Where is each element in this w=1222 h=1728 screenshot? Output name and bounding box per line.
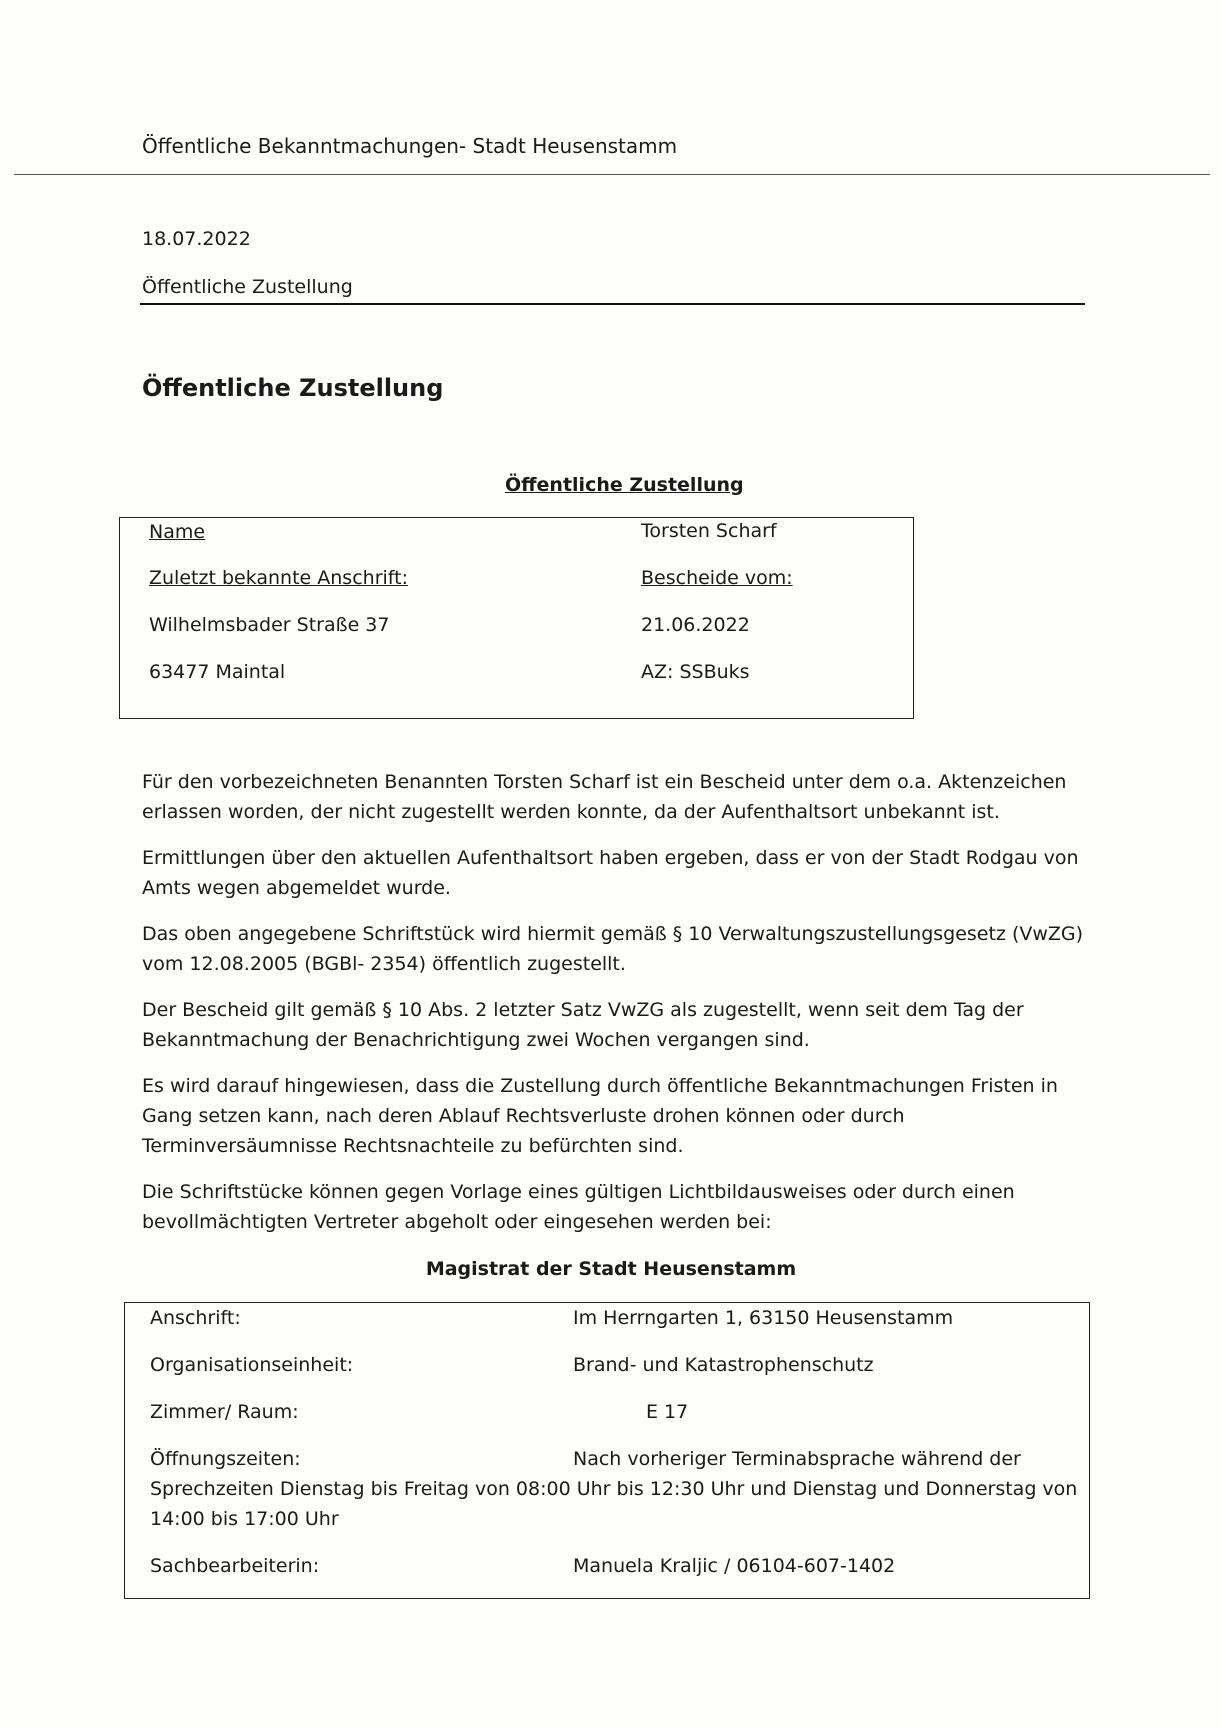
address-label: Zuletzt bekannte Anschrift: xyxy=(149,567,408,589)
address-city: 63477 Maintal xyxy=(149,661,286,683)
document-header-title: Öffentliche Bekanntmachungen- Stadt Heusenstamm xyxy=(142,134,678,158)
office-room-value: E 17 xyxy=(646,1401,689,1423)
office-address-value: Im Herrngarten 1, 63150 Heusenstamm xyxy=(573,1307,954,1329)
recipient-box-title: Öffentliche Zustellung xyxy=(505,474,744,496)
address-street: Wilhelmsbader Straße 37 xyxy=(149,614,390,636)
office-hours-line-1: Nach vorheriger Terminabsprache während der xyxy=(573,1448,1021,1470)
paragraph-2: Ermittlungen über den aktuellen Aufenthaltsort haben ergeben, dass er von der Stadt Rodgau von Amts wegen abgemeldet wurde. xyxy=(142,847,1079,899)
office-hours-line-2: Sprechzeiten Dienstag bis Freitag von 08:00 Uhr bis 12:30 Uhr und Dienstag und Donnerstag von xyxy=(150,1478,1078,1500)
decision-date: 21.06.2022 xyxy=(641,614,750,636)
paragraph-1: Für den vorbezeichneten Benannten Torsten Scharf ist ein Bescheid unter dem o.a. Aktenzeichen erlassen worden, der nicht zugestellt werden konnte, da der Aufenthaltsort unbekannt ist. xyxy=(142,771,1067,823)
page-title: Öffentliche Zustellung xyxy=(142,374,444,402)
paragraph-6: Die Schriftstücke können gegen Vorlage eines gültigen Lichtbildausweises oder durch einen bevollmächtigten Vertreter abgeholt oder eingesehen werden bei: xyxy=(142,1181,1015,1233)
office-hours-label: Öffnungszeiten: xyxy=(150,1448,301,1470)
notice-subtitle: Öffentliche Zustellung xyxy=(142,276,353,298)
office-address-label: Anschrift: xyxy=(150,1307,241,1329)
paragraph-4: Der Bescheid gilt gemäß § 10 Abs. 2 letzter Satz VwZG als zugestellt, wenn seit dem Tag der Bekanntmachung der Benachrichtigung zwei Wochen vergangen sind. xyxy=(142,999,1024,1051)
office-room-label: Zimmer/ Raum: xyxy=(150,1401,299,1423)
name-label: Name xyxy=(149,521,206,543)
name-value: Torsten Scharf xyxy=(641,520,777,542)
paragraph-3: Das oben angegebene Schriftstück wird hiermit gemäß § 10 Verwaltungszustellungsgesetz (VwZG) vom 12.08.2005 (BGBl- 2354) öffentlich zugestellt. xyxy=(142,923,1084,975)
subtitle-divider xyxy=(140,303,1085,305)
office-unit-label: Organisationseinheit: xyxy=(150,1354,354,1376)
office-hours-line-3: 14:00 bis 17:00 Uhr xyxy=(150,1508,339,1530)
paragraph-5: Es wird darauf hingewiesen, dass die Zustellung durch öffentliche Bekanntmachungen Fristen in Gang setzen kann, nach deren Ablauf Rechtsverluste drohen können oder durch Terminversäumnisse Rechtsnachteile zu befürchten sind. xyxy=(142,1075,1058,1157)
header-divider xyxy=(14,174,1210,175)
notice-date: 18.07.2022 xyxy=(142,228,251,250)
decision-label: Bescheide vom: xyxy=(641,567,793,589)
office-title: Magistrat der Stadt Heusenstamm xyxy=(425,1258,797,1280)
office-clerk-value: Manuela Kraljic / 06104-607-1402 xyxy=(573,1555,896,1577)
office-clerk-label: Sachbearbeiterin: xyxy=(150,1555,320,1577)
file-reference: AZ: SSBuks xyxy=(641,661,750,683)
office-unit-value: Brand- und Katastrophenschutz xyxy=(573,1354,874,1376)
